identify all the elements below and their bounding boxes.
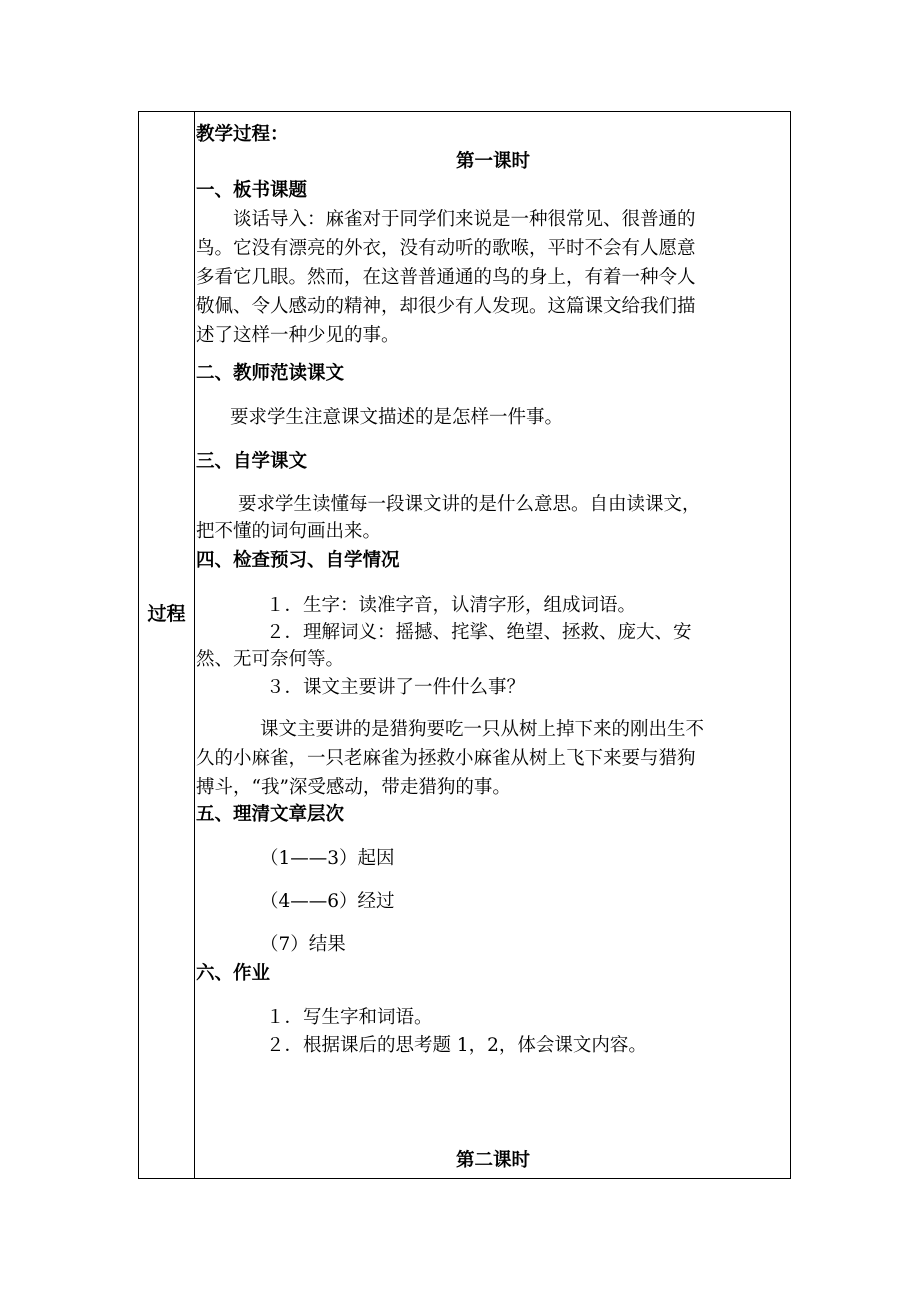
s6-homework-1: １．写生字和词语。 (266, 1007, 433, 1028)
s4-item-2b: 然、无可奈何等。 (196, 649, 345, 670)
s1-line-1: 谈话导入：麻雀对于同学们来说是一种很常见、很普通的 (196, 209, 696, 230)
s5-part-1: （1——3）起因 (260, 848, 395, 869)
s1-heading: 一、板书课题 (196, 180, 308, 201)
s5-part-3: （7）结果 (260, 934, 346, 955)
s4-item-2a: ２．理解词义：摇撼、挓挲、绝望、拯救、庞大、安 (266, 622, 692, 643)
row-label-cell (139, 112, 194, 1178)
s2-heading: 二、教师范读课文 (196, 363, 345, 384)
s4-answer-2: 久的小麻雀，一只老麻雀为拯救小麻雀从树上飞下来要与猎狗 (196, 748, 696, 769)
s4-item-3: ３．课文主要讲了一件什么事？ (266, 677, 526, 698)
s5-part-2: （4——6）经过 (260, 891, 395, 912)
content-cell (196, 112, 790, 1178)
s2-text: 要求学生注意课文描述的是怎样一件事。 (230, 407, 564, 428)
column-divider (194, 112, 195, 1178)
lesson1-title: 第一课时 (455, 151, 530, 172)
lesson2-title: 第二课时 (455, 1150, 530, 1171)
s3-heading: 三、自学课文 (196, 451, 308, 472)
s3-line-2: 把不懂的词句画出来。 (196, 521, 382, 542)
s1-line-4: 敬佩、令人感动的精神，却很少有人发现。这篇课文给我们描 (196, 296, 696, 317)
s5-heading: 五、理清文章层次 (196, 804, 345, 825)
s4-answer-1: 课文主要讲的是猎狗要吃一只从树上掉下来的刚出生不 (260, 719, 705, 740)
s4-heading: 四、检查预习、自学情况 (196, 550, 400, 571)
section-title: 教学过程： (196, 124, 289, 145)
s6-heading: 六、作业 (196, 963, 271, 984)
s1-line-2: 鸟。它没有漂亮的外衣，没有动听的歌喉，平时不会有人愿意 (196, 238, 696, 259)
lesson-plan-table (138, 111, 791, 1179)
s6-homework-2: ２．根据课后的思考题 1，2，体会课文内容。 (266, 1035, 647, 1056)
row-label: 过程 (147, 602, 186, 625)
s3-line-1: 要求学生读懂每一段课文讲的是什么意思。自由读课文， (238, 494, 701, 515)
s1-line-5: 述了这样一种少见的事。 (196, 325, 400, 346)
s4-item-1: １．生字：读准字音，认清字形，组成词语。 (266, 595, 637, 616)
s4-answer-3: 搏斗，“我”深受感动，带走猎狗的事。 (196, 777, 511, 798)
s1-line-3: 多看它几眼。然而，在这普普通通的鸟的身上，有着一种令人 (196, 267, 696, 288)
